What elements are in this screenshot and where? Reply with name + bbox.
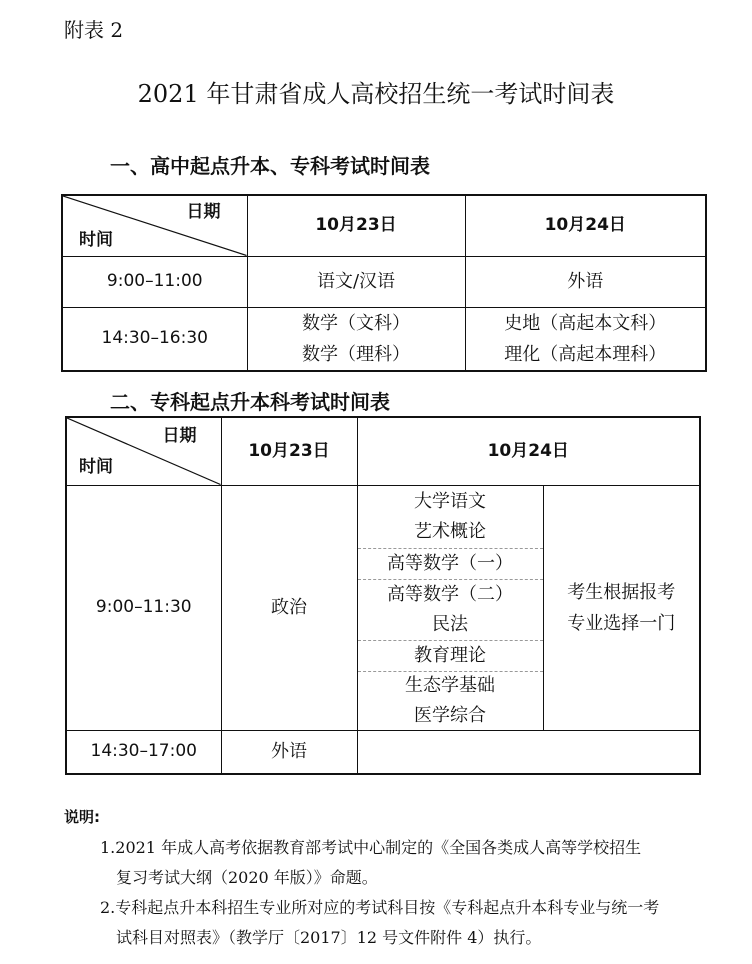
corner-header-cell <box>66 417 221 485</box>
note-item-2: 2.专科起点升本科招生专业所对应的考试科目按《专科起点升本科专业与统一考 <box>100 898 660 917</box>
notes-block <box>64 806 734 953</box>
subject-group <box>358 672 543 730</box>
subject-cell: 外语 <box>465 256 706 307</box>
subject-group <box>358 486 543 549</box>
subject-item: 大学语文 <box>414 490 486 512</box>
time-cell: 14:30–17:00 <box>66 730 221 774</box>
section1-heading: 一、高中起点升本、专科考试时间表 <box>110 154 430 178</box>
subject-list-cell <box>357 485 543 730</box>
corner-date-label: 日期 <box>162 426 197 446</box>
schedule-table-2 <box>65 416 701 775</box>
subject-group <box>358 580 543 641</box>
corner-date-label: 日期 <box>186 202 221 222</box>
empty-cell <box>357 730 700 774</box>
page-title: 2021 年甘肃省成人高校招生统一考试时间表 <box>137 80 615 108</box>
time-cell: 14:30–16:30 <box>62 307 247 371</box>
subject-cell: 外语 <box>221 730 357 774</box>
subject-line: 数学（文科） <box>302 312 410 334</box>
subject-item: 教育理论 <box>414 644 486 666</box>
subject-cell <box>465 307 706 371</box>
time-cell: 9:00–11:30 <box>66 485 221 730</box>
subject-line: 数学（理科） <box>302 343 410 365</box>
column-header-oct23: 10月23日 <box>247 195 465 256</box>
notes-label: 说明: <box>64 808 100 826</box>
selection-note-cell <box>543 485 700 730</box>
subject-item: 艺术概论 <box>414 520 486 542</box>
time-cell: 9:00–11:00 <box>62 256 247 307</box>
selection-note-line: 专业选择一门 <box>567 612 676 634</box>
column-header-oct24: 10月24日 <box>465 195 706 256</box>
subject-item: 民法 <box>432 613 468 635</box>
subject-cell <box>247 307 465 371</box>
subject-line: 理化（高起本理科） <box>504 343 667 365</box>
corner-time-label: 时间 <box>79 456 113 477</box>
attachment-label: 附表 2 <box>64 18 124 42</box>
schedule-table-1 <box>61 194 707 372</box>
column-header-oct23: 10月23日 <box>221 417 357 485</box>
subject-item: 高等数学（一） <box>387 552 513 574</box>
note-item-1: 1.2021 年成人高考依据教育部考试中心制定的《全国各类成人高等学校招生 <box>100 838 642 857</box>
subject-item: 高等数学（二） <box>387 583 513 605</box>
subject-item: 医学综合 <box>414 704 486 726</box>
subject-group <box>358 549 543 580</box>
corner-time-label: 时间 <box>79 229 113 250</box>
subject-item: 生态学基础 <box>405 674 495 696</box>
section2-heading: 二、专科起点升本科考试时间表 <box>110 390 390 414</box>
subject-group <box>358 641 543 672</box>
note-item-1-cont: 复习考试大纲（2020 年版）》命题。 <box>116 868 378 887</box>
selection-note-line: 考生根据报考 <box>567 581 676 603</box>
corner-header-cell <box>62 195 247 256</box>
subject-line: 史地（高起本文科） <box>504 312 667 334</box>
subject-cell: 语文/汉语 <box>247 256 465 307</box>
column-header-oct24: 10月24日 <box>357 417 700 485</box>
subject-cell: 政治 <box>221 485 357 730</box>
note-item-2-cont: 试科目对照表》（教学厅〔2017〕12 号文件附件 4）执行。 <box>116 928 542 947</box>
